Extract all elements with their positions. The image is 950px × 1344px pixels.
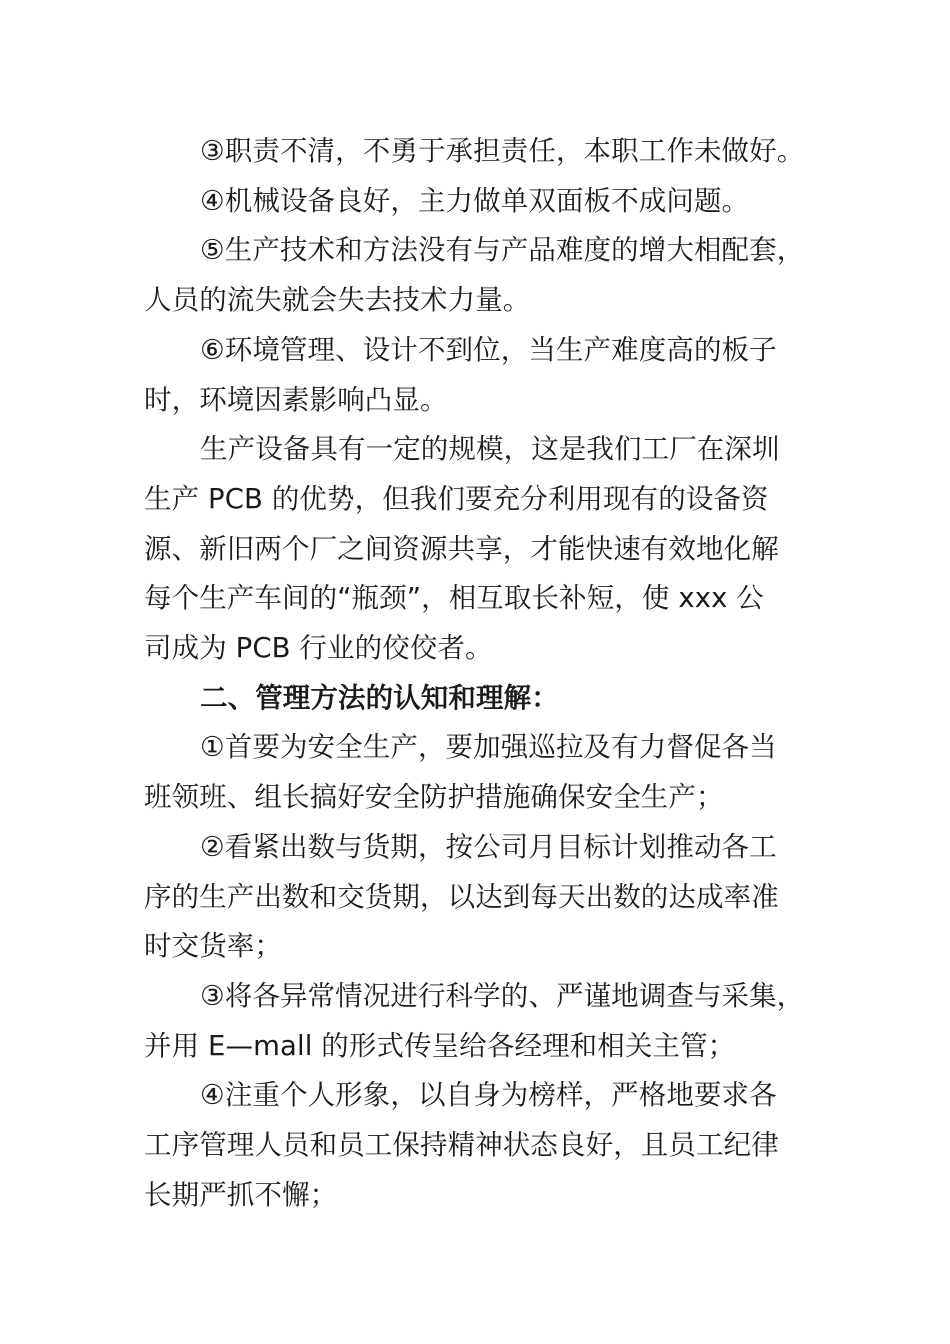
text-line: 并用 E—mall 的形式传呈给各经理和相关主管； — [144, 1029, 736, 1062]
text-line: ④机械设备良好，主力做单双面板不成问题。 — [200, 184, 750, 217]
text-line: 每个生产车间的“瓶颈”，相互取长补短，使 xxx 公 — [144, 582, 764, 615]
paragraph-anomaly-report — [144, 972, 824, 1071]
text-line: 班领班、组长搞好安全防护措施确保安全生产； — [144, 781, 724, 814]
text-line: 长期严抓不懈； — [144, 1178, 338, 1211]
text-line: 生产 PCB 的优势，但我们要充分利用现有的设备资 — [144, 482, 769, 515]
heading-text: 二、管理方法的认知和理解： — [200, 681, 559, 714]
text-line: ⑥环境管理、设计不到位，当生产难度高的板子 — [200, 333, 777, 366]
text-line: 工序管理人员和员工保持精神状态良好，且员工纪律 — [144, 1129, 779, 1162]
paragraph-output-delivery — [144, 823, 824, 972]
section-heading — [144, 674, 824, 724]
paragraph-environment — [144, 326, 824, 425]
text-line: ④注重个人形象，以自身为榜样，严格地要求各 — [200, 1079, 777, 1112]
text-line: 时，环境因素影响凸显。 — [144, 383, 448, 416]
text-line: 生产设备具有一定的规模，这是我们工厂在深圳 — [200, 433, 780, 466]
paragraph-safety-first — [144, 723, 824, 822]
text-line: 时交货率； — [144, 930, 282, 963]
paragraph-scale-advantage — [144, 425, 824, 674]
paragraph-personal-image — [144, 1071, 824, 1220]
text-line: ⑤生产技术和方法没有与产品难度的增大相配套， — [200, 234, 805, 267]
paragraph-tech-mismatch — [144, 226, 824, 325]
document-body — [144, 127, 824, 1220]
text-line: ③职责不清，不勇于承担责任，本职工作未做好。 — [200, 135, 805, 167]
text-line: ①首要为安全生产，要加强巡拉及有力督促各当 — [200, 731, 777, 764]
text-line: 人员的流失就会失去技术力量。 — [144, 284, 531, 317]
paragraph-duty-unclear — [144, 127, 824, 177]
text-line: 司成为 PCB 行业的佼佼者。 — [144, 632, 493, 665]
text-line: 源、新旧两个厂之间资源共享，才能快速有效地化解 — [144, 532, 779, 565]
text-line: ③将各异常情况进行科学的、严谨地调查与采集， — [200, 979, 805, 1012]
text-line: 序的生产出数和交货期，以达到每天出数的达成率准 — [144, 880, 779, 913]
paragraph-equipment-good — [144, 177, 824, 227]
text-line: ②看紧出数与货期，按公司月目标计划推动各工 — [200, 830, 777, 863]
